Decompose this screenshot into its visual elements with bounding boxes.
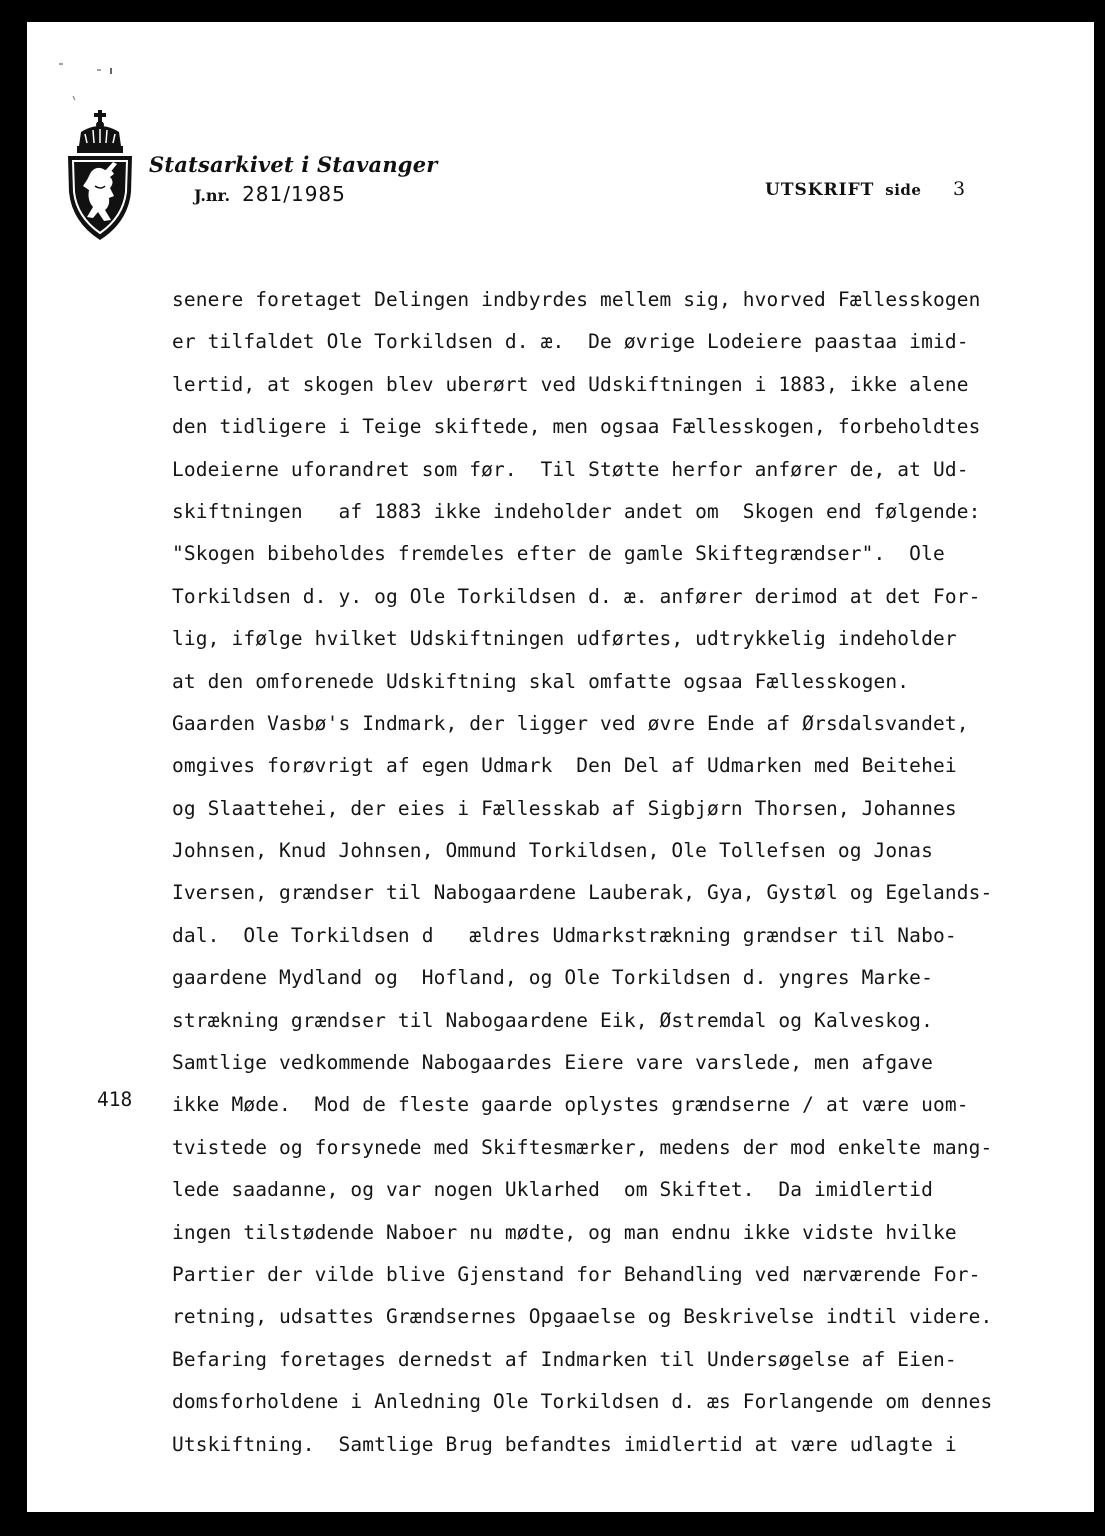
norwegian-coat-of-arms-icon bbox=[65, 110, 135, 242]
text-line: "Skogen bibeholdes fremdeles efter de gamle Skiftegrændser". Ole bbox=[172, 542, 945, 566]
margin-reference: 418 bbox=[97, 1088, 133, 1111]
transcript-body bbox=[172, 279, 1082, 1466]
text-line: retning, udsattes Grændsernes Opgaaelse og Beskrivelse indtil videre. bbox=[172, 1305, 993, 1329]
text-line: Utskiftning. Samtlige Brug befandtes imidlertid at være udlagte i bbox=[172, 1432, 957, 1456]
text-line: Johnsen, Knud Johnsen, Ommund Torkildsen, Ole Tollefsen og Jonas bbox=[172, 839, 933, 863]
text-line: ingen tilstødende Naboer nu mødte, og man endnu ikke vidste hvilke bbox=[172, 1220, 957, 1244]
text-line: domsforholdene i Anledning Ole Torkildsen d. æs Forlangende om dennes bbox=[172, 1390, 993, 1414]
text-line: strækning grændser til Nabogaardene Eik, Østremdal og Kalveskog. bbox=[172, 1008, 933, 1032]
text-line: tvistede og forsynede med Skiftesmærker, medens der mod enkelte mang- bbox=[172, 1135, 993, 1159]
text-line: lertid, at skogen blev uberørt ved Udskiftningen i 1883, ikke alene bbox=[172, 372, 969, 396]
text-line: senere foretaget Delingen indbyrdes mellem sig, hvorved Fællesskogen bbox=[172, 288, 981, 311]
text-line: Lodeierne uforandret som før. Til Støtte herfor anfører de, at Ud- bbox=[172, 457, 969, 481]
utskrift-label: UTSKRIFT bbox=[765, 180, 875, 200]
text-line: den tidligere i Teige skiftede, men ogsaa Fællesskogen, forbeholdtes bbox=[172, 415, 981, 439]
text-line: Gaarden Vasbø's Indmark, der ligger ved øvre Ende af Ørsdalsvandet, bbox=[172, 711, 969, 735]
text-line: at den omforenede Udskiftning skal omfatte ogsaa Fællesskogen. bbox=[172, 669, 910, 693]
text-line: skiftningen af 1883 ikke indeholder andet om Skogen end følgende: bbox=[172, 499, 981, 523]
text-line: gaardene Mydland og Hofland, og Ole Torkildsen d. yngres Marke- bbox=[172, 966, 933, 990]
text-line: Samtlige vedkommende Nabogaardes Eiere vare varslede, men afgave bbox=[172, 1051, 933, 1075]
document-page bbox=[27, 22, 1094, 1512]
journal-number-label: J.nr. bbox=[194, 186, 231, 205]
text-line: lig, ifølge hvilket Udskiftningen udførtes, udtrykkelig indeholder bbox=[172, 627, 957, 651]
text-line: dal. Ole Torkildsen d ældres Udmarkstrækning grændser til Nabo- bbox=[172, 923, 957, 947]
text-line: Iversen, grændser til Nabogaardene Lauberak, Gya, Gystøl og Egelands- bbox=[172, 881, 993, 905]
journal-number-value: 281/1985 bbox=[242, 182, 346, 206]
side-label: side bbox=[885, 181, 922, 199]
text-line: Befaring foretages dernedst af Indmarken til Undersøgelse af Eien- bbox=[172, 1347, 957, 1371]
text-line: omgives forøvrigt af egen Udmark Den Del af Udmarken med Beitehei bbox=[172, 754, 957, 778]
text-line: Torkildsen d. y. og Ole Torkildsen d. æ. anfører derimod at det For- bbox=[172, 584, 981, 608]
text-line: ikke Møde. Mod de fleste gaarde oplystes grændserne / at være uom- bbox=[172, 1093, 969, 1117]
archive-name: Statsarkivet i Stavanger bbox=[149, 152, 438, 177]
text-line: lede saadanne, og var nogen Uklarhed om Skiftet. Da imidlertid bbox=[172, 1178, 933, 1202]
text-line: Partier der vilde blive Gjenstand for Behandling ved nærværende For- bbox=[172, 1262, 981, 1286]
utskrift-heading bbox=[765, 180, 921, 200]
page-number: 3 bbox=[953, 178, 966, 200]
text-line: er tilfaldet Ole Torkildsen d. æ. De øvrige Lodeiere paastaa imid- bbox=[172, 330, 969, 354]
journal-number bbox=[194, 182, 346, 206]
text-line: og Slaattehei, der eies i Fællesskab af Sigbjørn Thorsen, Johannes bbox=[172, 796, 957, 820]
